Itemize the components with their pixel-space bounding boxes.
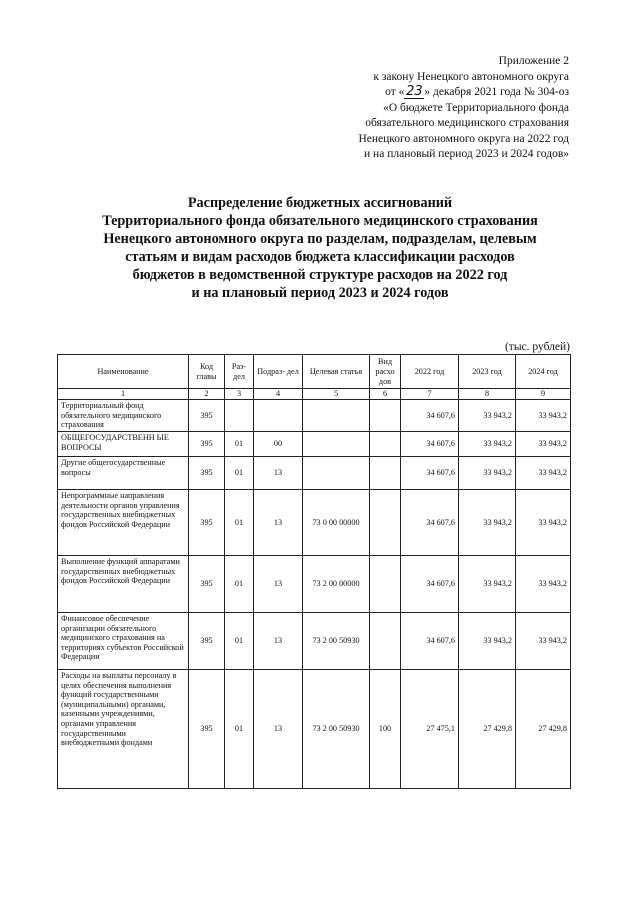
appendix-line-6: Ненецкого автономного округа на 2022 год [358, 132, 569, 145]
row-2024: 33 943,2 [516, 613, 571, 670]
row-subsection: 13 [254, 457, 303, 490]
col-number: 1 [58, 389, 189, 400]
row-name: Другие общегосударственные вопросы [58, 457, 189, 490]
row-target: 73 2 00 50930 [303, 613, 370, 670]
units-label: (тыс. рублей) [504, 341, 570, 353]
row-2023: 33 943,2 [459, 556, 516, 613]
appendix-date-prefix: от « [385, 86, 405, 98]
row-code: 395 [189, 432, 225, 457]
table-row [58, 613, 571, 670]
appendix-line-1: Приложение 2 [498, 55, 569, 67]
row-subsection: 13 [254, 556, 303, 613]
appendix-date-line [269, 85, 569, 101]
row-kind [370, 457, 401, 490]
row-2023: 33 943,2 [459, 613, 516, 670]
row-2023: 27 429,8 [459, 670, 516, 789]
row-2023: 33 943,2 [459, 490, 516, 556]
col-number: 7 [401, 389, 459, 400]
header-subsection: Подраз- дел [254, 355, 303, 389]
header-name: Наименование [58, 355, 189, 389]
appendix-line-7: и на плановый период 2023 и 2024 годов» [364, 148, 569, 160]
row-target [303, 400, 370, 432]
row-kind [370, 556, 401, 613]
row-kind [370, 613, 401, 670]
row-2024: 33 943,2 [516, 556, 571, 613]
budget-table [57, 354, 571, 789]
col-number: 8 [459, 389, 516, 400]
row-kind: 100 [370, 670, 401, 789]
table-row [58, 457, 571, 490]
row-2024: 33 943,2 [516, 400, 571, 432]
col-number: 5 [303, 389, 370, 400]
column-number-row [58, 389, 571, 400]
row-2024: 27 429,8 [516, 670, 571, 789]
row-target: 73 0 00 00000 [303, 490, 370, 556]
row-name: Расходы на выплаты персоналу в целях обеспечения выполнения функций государственными (муниципальными) органами, казенными учреждениями, органами управления государственными внебюджетными фондами [58, 670, 189, 789]
row-code: 395 [189, 613, 225, 670]
row-2022: 27 475,1 [401, 670, 459, 789]
row-section [225, 400, 254, 432]
col-number: 3 [225, 389, 254, 400]
row-code: 395 [189, 457, 225, 490]
row-2024: 33 943,2 [516, 490, 571, 556]
row-kind [370, 400, 401, 432]
document-title [60, 194, 580, 302]
row-name: Территориальный фонд обязательного медицинского страхования [58, 400, 189, 432]
row-code: 395 [189, 400, 225, 432]
row-2024: 33 943,2 [516, 432, 571, 457]
header-code: Код главы [189, 355, 225, 389]
row-subsection: 00 [254, 432, 303, 457]
table-row [58, 432, 571, 457]
header-2023: 2023 год [459, 355, 516, 389]
row-kind [370, 490, 401, 556]
row-section: 01 [225, 490, 254, 556]
row-name: Выполнение функций аппаратами государственных внебюджетных фондов Российской Федерации [58, 556, 189, 613]
header-2022: 2022 год [401, 355, 459, 389]
title-line-5: бюджетов в ведомственной структуре расходов на 2022 год [132, 267, 508, 283]
row-code: 395 [189, 556, 225, 613]
row-2022: 34 607,6 [401, 432, 459, 457]
row-2022: 34 607,6 [401, 457, 459, 490]
row-section: 01 [225, 556, 254, 613]
header-section: Раз- дел [225, 355, 254, 389]
row-2022: 34 607,6 [401, 613, 459, 670]
row-2023: 33 943,2 [459, 400, 516, 432]
row-2024: 33 943,2 [516, 457, 571, 490]
row-subsection [254, 400, 303, 432]
table-header-row [58, 355, 571, 389]
appendix-date-suffix: » декабря 2021 года № 304-оз [424, 86, 569, 98]
appendix-line-4: «О бюджете Территориального фонда [383, 101, 569, 114]
row-name: ОБЩЕГОСУДАРСТВЕНН ЫЕ ВОПРОСЫ [58, 432, 189, 457]
row-2022: 34 607,6 [401, 490, 459, 556]
title-line-3: Ненецкого автономного округа по разделам, подразделам, целевым [103, 231, 537, 247]
row-section: 01 [225, 613, 254, 670]
row-target: 73 2 00 00000 [303, 556, 370, 613]
row-subsection: 13 [254, 613, 303, 670]
row-name: Непрограммные направления деятельности органов управления государственных внебюджетных фондов Российской Федерации [58, 490, 189, 556]
row-code: 395 [189, 490, 225, 556]
table-row [58, 670, 571, 789]
row-2023: 33 943,2 [459, 457, 516, 490]
appendix-date-day: 23 [406, 84, 423, 99]
header-target: Целевая статья [303, 355, 370, 389]
row-target [303, 457, 370, 490]
table-row [58, 556, 571, 613]
row-target: 73 2 00 50930 [303, 670, 370, 789]
title-line-1: Распределение бюджетных ассигнований [187, 195, 453, 211]
appendix-line-5: обязательного медицинского страхования [365, 117, 569, 129]
row-2022: 34 607,6 [401, 400, 459, 432]
row-target [303, 432, 370, 457]
header-kind: Вид расхо дов [370, 355, 401, 389]
appendix-line-2: к закону Ненецкого автономного округа [373, 70, 569, 83]
row-section: 01 [225, 457, 254, 490]
row-section: 01 [225, 432, 254, 457]
header-2024: 2024 год [516, 355, 571, 389]
col-number: 2 [189, 389, 225, 400]
row-2023: 33 943,2 [459, 432, 516, 457]
title-line-6: и на плановый период 2023 и 2024 годов [191, 285, 449, 301]
appendix-block [269, 54, 569, 163]
col-number: 4 [254, 389, 303, 400]
title-line-2: Территориального фонда обязательного медицинского страхования [102, 213, 538, 229]
title-line-4: статьям и видам расходов бюджета классификации расходов [125, 249, 515, 265]
row-subsection: 13 [254, 670, 303, 789]
table-row [58, 400, 571, 432]
col-number: 9 [516, 389, 571, 400]
col-number: 6 [370, 389, 401, 400]
row-section: 01 [225, 670, 254, 789]
row-code: 395 [189, 670, 225, 789]
row-subsection: 13 [254, 490, 303, 556]
row-name: Финансовое обеспечение организации обязательного медицинского страхования на территориях субъектов Российской Федерации [58, 613, 189, 670]
row-kind [370, 432, 401, 457]
table-row [58, 490, 571, 556]
row-2022: 34 607,6 [401, 556, 459, 613]
